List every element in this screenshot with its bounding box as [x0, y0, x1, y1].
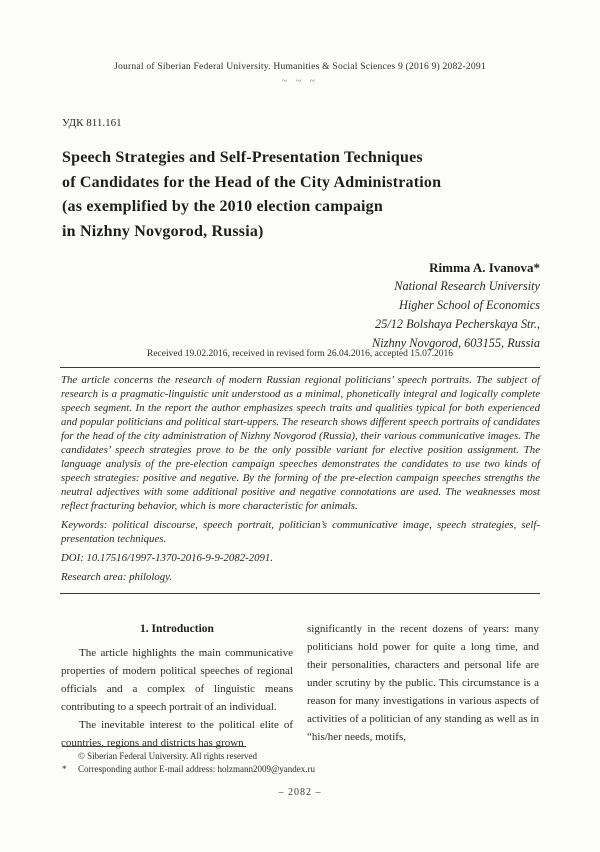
- journal-header: Journal of Siberian Federal University. Humanities & Social Sciences 9 (2016 9) 2082-2091: [114, 61, 486, 72]
- affiliation-line: National Research University: [394, 279, 540, 293]
- footnote-marker-empty: [62, 750, 78, 763]
- intro-col-left: [61, 620, 293, 752]
- horizontal-rule-top: [60, 367, 540, 368]
- abstract-block: [61, 373, 540, 584]
- footnotes: [62, 750, 532, 776]
- author-block: [220, 258, 540, 353]
- corresponding-author-text: Corresponding author E-mail address: holzmann2009@yandex.ru: [78, 764, 315, 774]
- footnote-rule: [62, 746, 246, 747]
- paragraph: The inevitable interest to the political elite of countries, regions and districts has grown: [61, 719, 293, 749]
- introduction-section: [61, 620, 540, 752]
- title-line: (as exemplified by the 2010 election campaign: [62, 198, 383, 215]
- copyright-text: © Siberian Federal University. All rights reserved: [78, 751, 257, 761]
- doi-text: DOI: 10.17516/1997-1370-2016-9-9-2082-2091.: [61, 552, 274, 564]
- footnote-asterisk: *: [62, 764, 67, 774]
- intro-heading: 1. Introduction: [140, 623, 214, 635]
- keywords-text: Keywords: political discourse, speech portrait, politician’s communicative image, speech strategies, self-presentation techniques.: [61, 519, 540, 545]
- title-line: in Nizhny Novgorod, Russia): [62, 222, 264, 240]
- article-title: [62, 146, 532, 244]
- title-line: Speech Strategies and Self-Presentation Techniques: [62, 149, 423, 166]
- copyright-note: [62, 750, 532, 763]
- intro-col-right: [307, 620, 539, 752]
- udk-label: УДК 811.161: [62, 117, 122, 129]
- received-dates: Received 19.02.2016, received in revised form 26.04.2016, accepted 15.07.2016: [146, 349, 454, 359]
- affiliation-line: Nizhny Novgorod, 603155, Russia: [372, 336, 540, 350]
- section-divider: ~ ~ ~: [281, 76, 319, 87]
- title-line: of Candidates for the Head of the City Administration: [62, 173, 442, 191]
- corresponding-author-note: [62, 763, 532, 776]
- paragraph: The article highlights the main communicative properties of modern political speeches of regional officials and a complex of linguistic means contributing to a speech portrait of an individual.: [61, 647, 293, 713]
- author-name: Rimma A. Ivanova*: [429, 260, 540, 275]
- page-number: – 2082 –: [278, 787, 322, 798]
- horizontal-rule-bottom: [60, 593, 540, 594]
- affiliation-line: Higher School of Economics: [398, 298, 540, 312]
- paragraph: significantly in the recent dozens of years: many politicians hold power for quite a long time, and their personalities, characters and personal life are under scrutiny by the public. This circumstance is a reason for many investigations in various aspects of activities of a politician of any standing as well as in “his/her needs, motifs,: [307, 623, 539, 743]
- affiliation-line: 25/12 Bolshaya Pecherskaya Str.,: [375, 317, 540, 331]
- research-area-text: Research area: philology.: [61, 571, 173, 583]
- abstract-text: The article concerns the research of modern Russian regional politicians’ speech portraits. The subject of research is a pragmatic-linguistic unit understood as a minimal, phonetically integral and logically complete speech segment. In the report the author emphasizes speech traits and qualities typical for both experienced and popular politicians and political start-uppers. The research shows different speech portraits of candidates for the head of the city administration of Nizhny Novgorod (Russia), their various communicative images. The candidates’ speech strategies prove to be the only possible variant for elective position assignment. The language analysis of the pre-election campaign speeches demonstrates the candidates to use two kinds of speech strategies: positive and negative. By the forming of the pre-election campaign speeches strengths the neutral adjectives with some additional positive and negative connotations are used. The weaknesses most reflect fracturing behavior, which is more characteristic for animals.: [61, 374, 540, 512]
